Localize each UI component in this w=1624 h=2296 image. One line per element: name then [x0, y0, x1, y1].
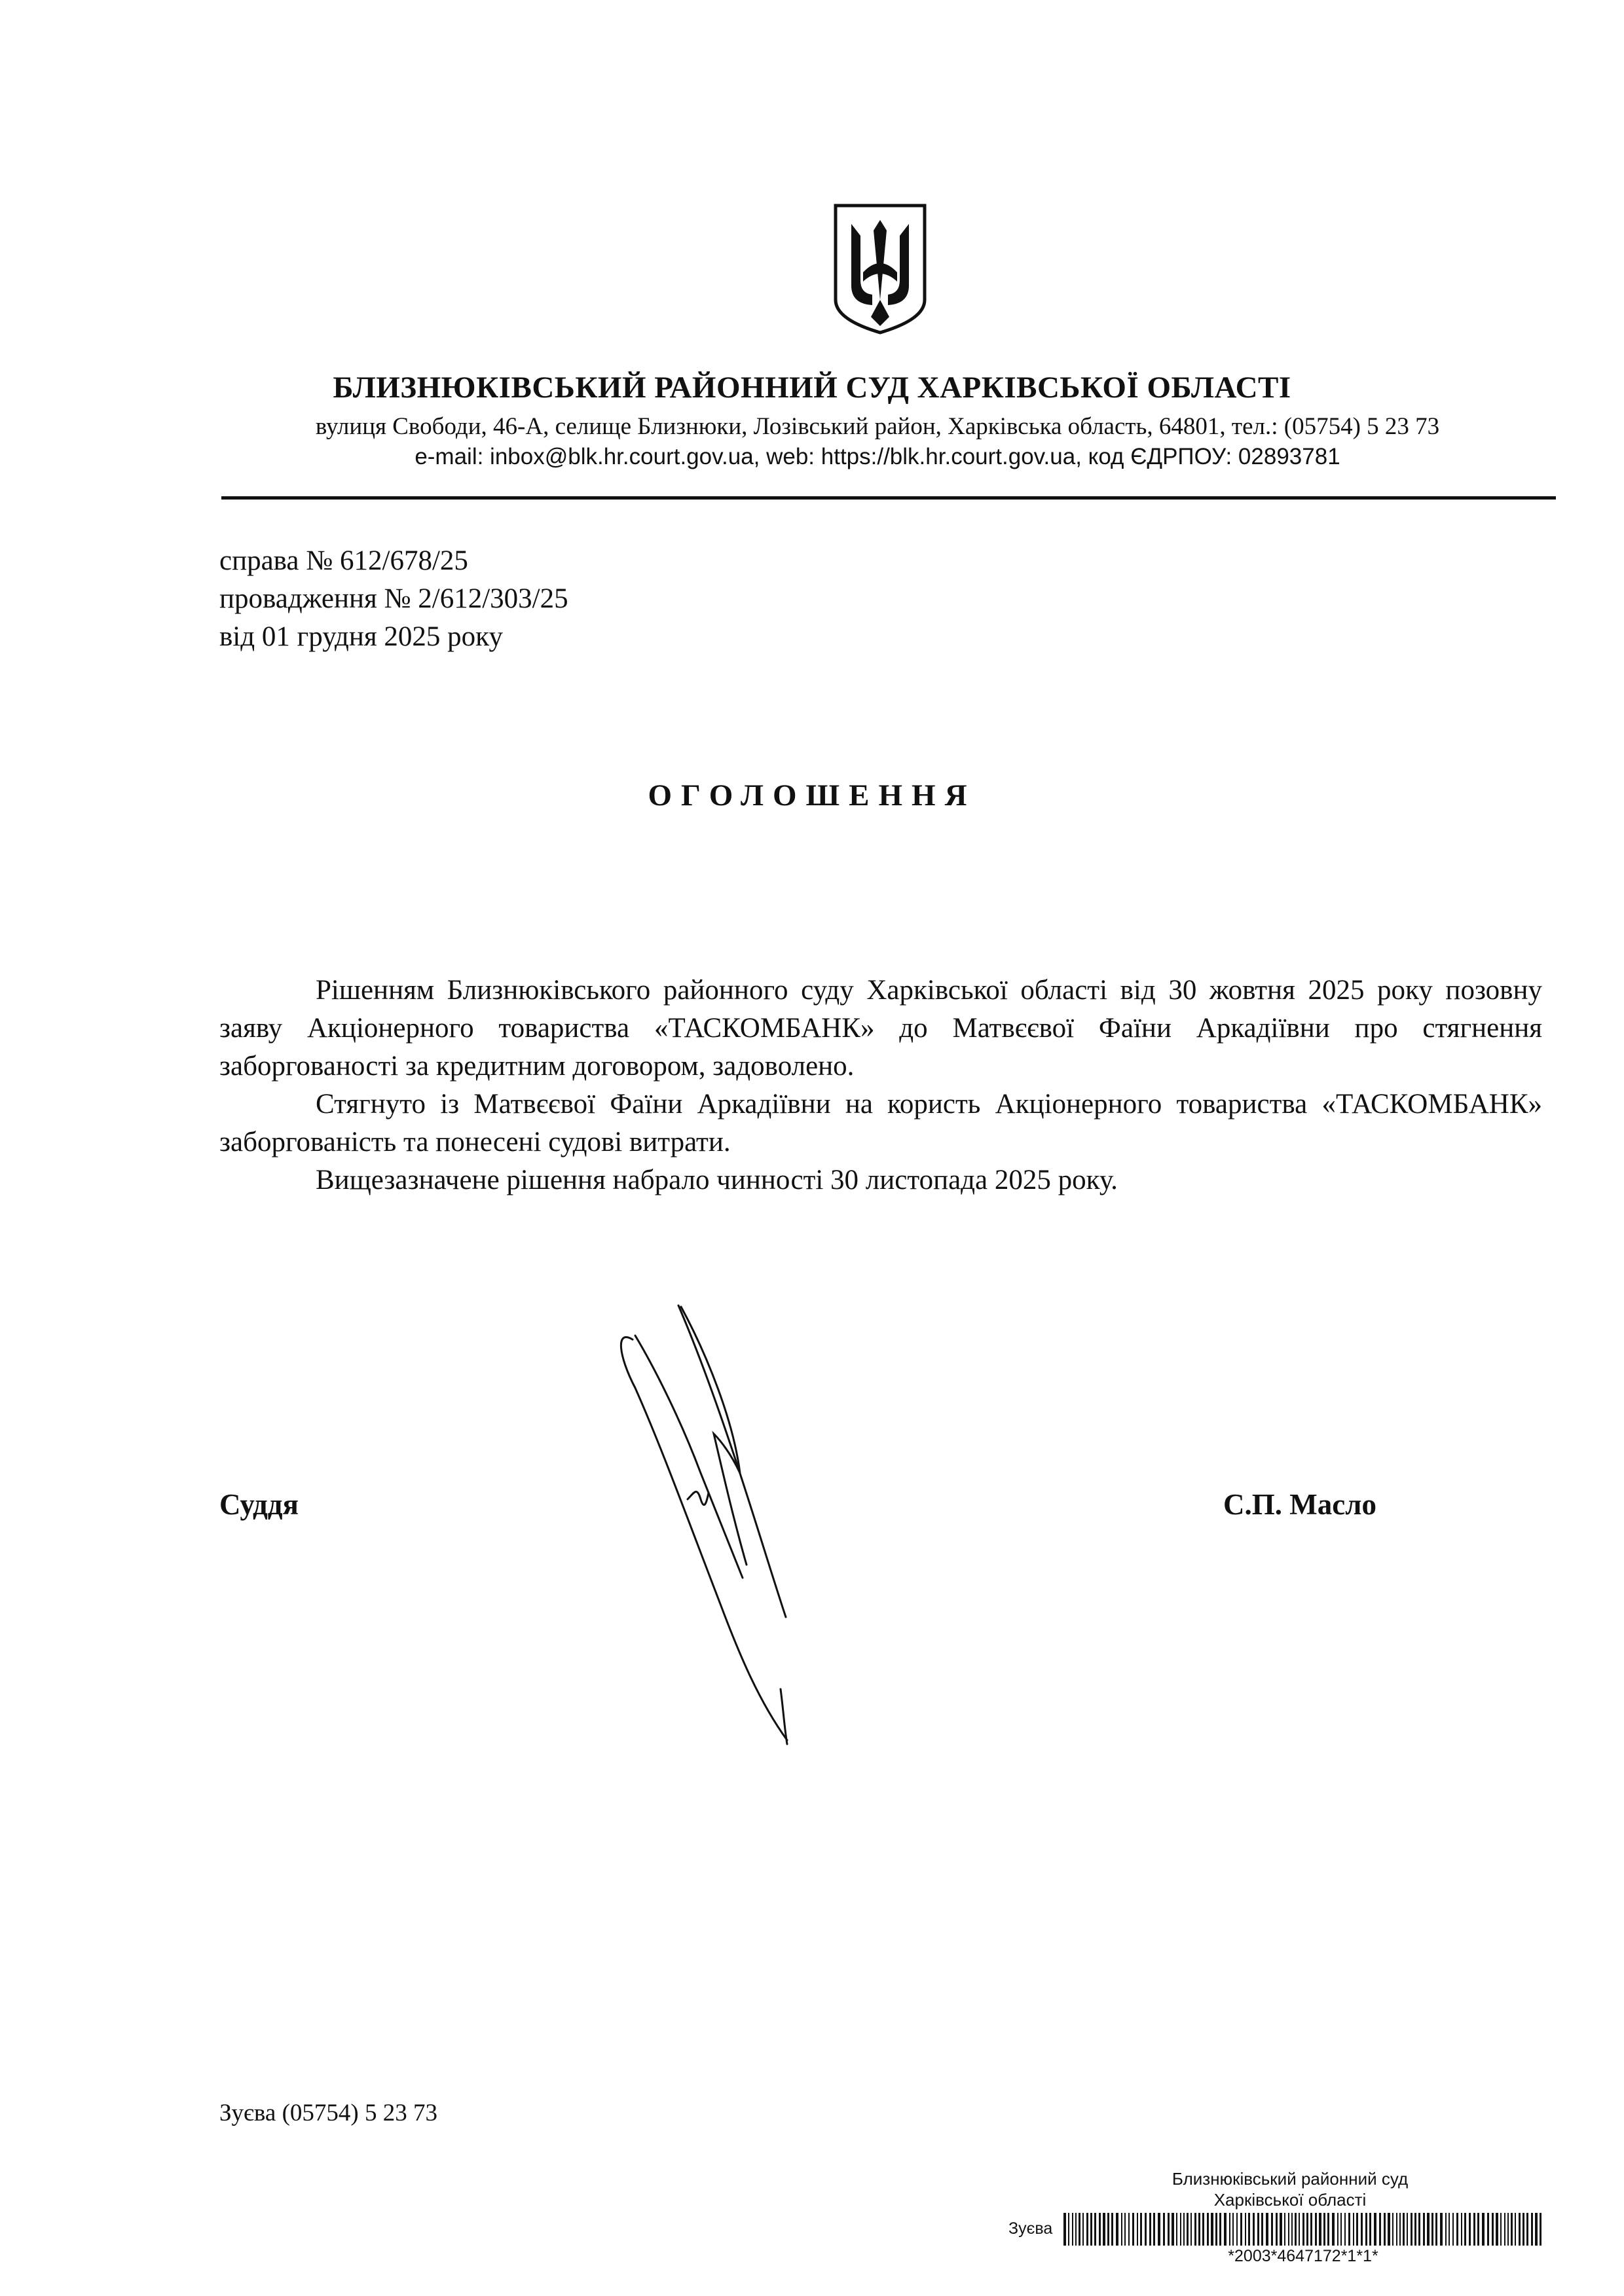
barcode-bar: [1145, 2213, 1147, 2246]
barcode-bar: [1540, 2213, 1541, 2246]
barcode-bar: [1172, 2213, 1174, 2246]
barcode-bar: [1245, 2213, 1246, 2246]
barcode-bar: [1392, 2213, 1393, 2246]
barcode-bar: [1445, 2213, 1447, 2246]
barcode-bar: [1099, 2213, 1101, 2246]
barcode-bar: [1464, 2213, 1466, 2246]
barcode-bar: [1211, 2213, 1213, 2246]
barcode-bar: [1519, 2213, 1521, 2246]
barcode-bar: [1090, 2213, 1092, 2246]
barcode-bar: [1111, 2213, 1113, 2246]
barcode-bar: [1411, 2213, 1412, 2246]
barcode-bar: [1207, 2213, 1209, 2246]
barcode-bar: [1414, 2213, 1416, 2246]
barcode-bar: [1094, 2213, 1096, 2246]
barcode-bar: [1477, 2213, 1479, 2246]
barcode-bar: [1319, 2213, 1321, 2246]
barcode-bar: [1149, 2213, 1151, 2246]
barcode-bar: [1310, 2213, 1312, 2246]
court-name: БЛИЗНЮКІВСЬКИЙ РАЙОННИЙ СУД ХАРКІВСЬКОЇ ОБЛАСТІ: [333, 371, 1291, 405]
barcode-bar: [1121, 2213, 1122, 2246]
body-paragraph-recovery: Стягнуто із Матвєєвої Фаїни Аркадіївни на користь Акціонерного товариства «ТАСКОМБАНК» заборгованість та понесені судові витрати.: [219, 1089, 1542, 1157]
document-date: від 01 грудня 2025 року: [219, 621, 503, 652]
registration-barcode: [1062, 2213, 1544, 2246]
stamp-court-line-2: Харківської області: [1213, 2190, 1367, 2210]
judge-name: С.П. Масло: [1223, 1488, 1376, 1521]
barcode-bar: [1261, 2213, 1263, 2246]
barcode-bar: [1344, 2213, 1346, 2246]
barcode-bar: [1063, 2213, 1066, 2246]
barcode-bar: [1440, 2213, 1443, 2246]
barcode-bar: [1248, 2213, 1250, 2246]
body-paragraph-decision: Рішенням Близнюківського районного суду Харківської області від 30 жовтня 2025 року позовну заяву Акціонерного товариства «ТАСКОМБАНК» до Матвєєвої Фаїни Аркадіївни про стягнення заборгованості за кредитним договором, задоволено.: [219, 975, 1542, 1082]
barcode-bar: [1511, 2213, 1513, 2246]
barcode-bar: [1163, 2213, 1165, 2246]
barcode-bar: [1107, 2213, 1109, 2246]
barcode-bar: [1500, 2213, 1502, 2246]
barcode-bar: [1306, 2213, 1308, 2246]
barcode-bar: [1288, 2213, 1289, 2246]
barcode-bar: [1068, 2213, 1069, 2246]
header-divider: [221, 496, 1556, 500]
barcode-bar: [1072, 2213, 1073, 2246]
barcode-bar: [1507, 2213, 1509, 2246]
registration-stamp-court: [1107, 2168, 1473, 2210]
barcode-bar: [1194, 2213, 1196, 2246]
trident-coat-of-arms-icon: [832, 202, 929, 336]
barcode-bar: [1284, 2213, 1285, 2246]
barcode-bar: [1232, 2213, 1234, 2246]
barcode-bar: [1183, 2213, 1185, 2246]
court-address: вулиця Свободи, 46-А, селище Близнюки, Лозівський район, Харківська область, 64801, тел.: (05754) 5 23 73: [315, 413, 1440, 440]
proceeding-number: провадження № 2/612/303/25: [219, 583, 568, 614]
barcode-bar: [1431, 2213, 1433, 2246]
barcode-bar: [1190, 2213, 1192, 2246]
barcode-bar: [1229, 2213, 1230, 2246]
barcode-bar: [1168, 2213, 1170, 2246]
barcode-bar: [1340, 2213, 1342, 2246]
barcode-bar: [1295, 2213, 1297, 2246]
barcode-bar: [1219, 2213, 1221, 2246]
barcode-bar: [1473, 2213, 1475, 2246]
document-title: ОГОЛОШЕННЯ: [648, 778, 976, 812]
barcode-bar: [1522, 2213, 1524, 2246]
barcode-bar: [1132, 2213, 1134, 2246]
barcode-bar: [1082, 2213, 1084, 2246]
barcode-bar: [1202, 2213, 1204, 2246]
barcode-bar: [1280, 2213, 1282, 2246]
barcode-bar: [1531, 2213, 1533, 2246]
barcode-bar: [1504, 2213, 1505, 2246]
handwritten-signature: [609, 1303, 812, 1748]
barcode-bar: [1302, 2213, 1304, 2246]
barcode-bar: [1379, 2213, 1381, 2246]
barcode-bar: [1332, 2213, 1335, 2246]
barcode-bar: [1353, 2213, 1354, 2246]
barcode-bar: [1198, 2213, 1200, 2246]
signature-role: Суддя: [219, 1488, 299, 1521]
barcode-bar: [1137, 2213, 1138, 2246]
barcode-bar: [1215, 2213, 1217, 2246]
barcode-bar: [1526, 2213, 1528, 2246]
announcement-body: [219, 972, 1542, 1199]
barcode-bar: [1315, 2213, 1317, 2246]
stamp-court-line-1: Близнюківський районний суд: [1172, 2169, 1409, 2189]
barcode-bar: [1496, 2213, 1498, 2246]
barcode-bar: [1116, 2213, 1118, 2246]
barcode-bar: [1384, 2213, 1386, 2246]
barcode-bar: [1469, 2213, 1471, 2246]
barcode-bar: [1535, 2213, 1538, 2246]
barcode-bar: [1271, 2213, 1273, 2246]
barcode-number: *2003*4647172*1*1*: [1228, 2247, 1378, 2265]
barcode-bar: [1180, 2213, 1181, 2246]
barcode-bar: [1492, 2213, 1494, 2246]
barcode-bar: [1356, 2213, 1358, 2246]
barcode-bar: [1418, 2213, 1420, 2246]
barcode-bar: [1086, 2213, 1088, 2246]
barcode-bar: [1240, 2213, 1242, 2246]
barcode-bar: [1369, 2213, 1371, 2246]
barcode-bar: [1461, 2213, 1462, 2246]
barcode-bar: [1253, 2213, 1255, 2246]
barcode-bar: [1482, 2213, 1485, 2246]
court-contacts: e-mail: inbox@blk.hr.court.gov.ua, web: https://blk.hr.court.gov.ua, код ЄДРПОУ: 02893781: [415, 444, 1340, 469]
barcode-bar: [1452, 2213, 1454, 2246]
barcode-bar: [1128, 2213, 1130, 2246]
barcode-bar: [1456, 2213, 1458, 2246]
barcode-bar: [1266, 2213, 1268, 2246]
barcode-bar: [1427, 2213, 1430, 2246]
barcode-bar: [1449, 2213, 1450, 2246]
barcode-bar: [1140, 2213, 1142, 2246]
barcode-bar: [1396, 2213, 1397, 2246]
barcode-bar: [1323, 2213, 1325, 2246]
barcode-bar: [1257, 2213, 1259, 2246]
barcode-bar: [1103, 2213, 1105, 2246]
barcode-bar: [1487, 2213, 1489, 2246]
barcode-bar: [1236, 2213, 1238, 2246]
barcode-bar: [1299, 2213, 1300, 2246]
barcode-bar: [1153, 2213, 1155, 2246]
case-number: справа № 612/678/25: [219, 545, 468, 576]
barcode-bar: [1187, 2213, 1189, 2246]
executor-contact: Зуєва (05754) 5 23 73: [219, 2100, 437, 2126]
barcode-bar: [1337, 2213, 1338, 2246]
barcode-bar: [1224, 2213, 1227, 2246]
barcode-bar: [1365, 2213, 1367, 2246]
barcode-bar: [1327, 2213, 1329, 2246]
registration-stamp-name: Зуєва: [1008, 2219, 1053, 2238]
barcode-bar: [1399, 2213, 1401, 2246]
barcode-bar: [1079, 2213, 1080, 2246]
barcode-bar: [1388, 2213, 1390, 2246]
barcode-bar: [1075, 2213, 1077, 2246]
barcode-bar: [1435, 2213, 1437, 2246]
barcode-bar: [1124, 2213, 1126, 2246]
barcode-bar: [1276, 2213, 1278, 2246]
barcode-bar: [1176, 2213, 1177, 2246]
barcode-bar: [1348, 2213, 1350, 2246]
barcode-bar: [1158, 2213, 1160, 2246]
barcode-bar: [1361, 2213, 1363, 2246]
body-paragraph-effective: Вищезазначене рішення набрало чинності 30 листопада 2025 року.: [316, 1165, 1118, 1195]
barcode-bar: [1423, 2213, 1425, 2246]
barcode-bar: [1291, 2213, 1293, 2246]
barcode-bar: [1374, 2213, 1376, 2246]
barcode-bar: [1515, 2213, 1516, 2246]
barcode-bar: [1403, 2213, 1405, 2246]
barcode-bar: [1407, 2213, 1408, 2246]
